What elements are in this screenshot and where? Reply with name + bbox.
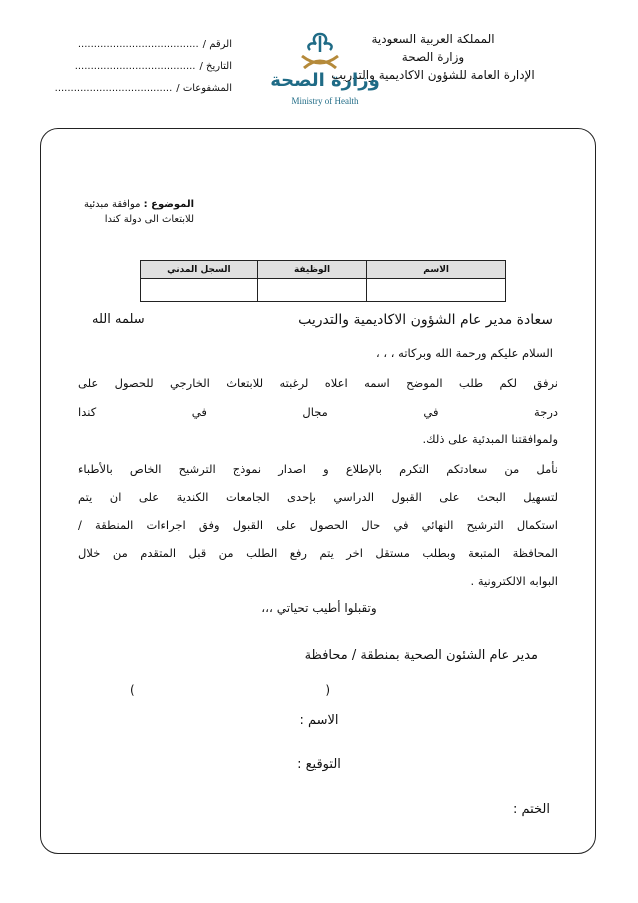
cell-civil-id[interactable] [141, 279, 258, 302]
manager-title: مدير عام الشئون الصحية بمنطقة / محافظة [304, 648, 538, 663]
reference-dots: ...................................... [77, 39, 199, 50]
cell-name[interactable] [367, 279, 506, 302]
body-line-8: البوابه الالكترونية . [470, 574, 558, 588]
name-label: الاسم : [299, 713, 339, 728]
body-line-4: نأمل من سعادتكم التكرم بالإطلاع و اصدار نموذج الترشيح الخاص بالأطباء [78, 462, 558, 476]
reference-number-field [52, 34, 232, 56]
body-line-6: استكمال الترشيح النهائي في حال الحصول على القبول وفق اجراءات المنطقة / [78, 518, 558, 532]
subject-value: موافقة مبدئية [84, 199, 141, 210]
body-line-7: المحافظة المتبعة وبطلب مستقل اخر يتم رفع الطلب من قبل المتقدم من خلال [78, 546, 558, 560]
table-header-row [141, 261, 506, 279]
logo-english-text: Ministry of Health [291, 96, 359, 106]
applicant-table [140, 260, 506, 302]
seal-label: الختم : [512, 802, 550, 817]
logo-arabic-text: وزارة الصحة [270, 70, 380, 91]
body-line-1: نرفق لكم طلب الموضح اسمه اعلاه لرغبته للابتعاث الخارجي للحصول على [78, 376, 558, 390]
attachments-field [52, 78, 232, 100]
body-line-2: درجة في مجال في كندا [78, 405, 558, 419]
greeting: السلام عليكم ورحمة الله وبركاته ، ، ، [376, 346, 553, 360]
cell-position[interactable] [257, 279, 367, 302]
department-name: الإدارة العامة للشؤون الاكاديمية والتدريب [331, 68, 535, 82]
closing-line: وتقبلوا أطيب تحياتي ،،، [261, 601, 377, 615]
date-label: التاريخ / [199, 61, 232, 72]
ministry-name: وزارة الصحة [401, 50, 465, 64]
body-line-3: ولموافقتنا المبدئية على ذلك. [422, 432, 558, 446]
signature-label: التوقيع : [297, 757, 341, 772]
region-parentheses [130, 683, 330, 697]
kingdom-name: المملكة العربية السعودية [371, 32, 495, 46]
salutation-blessing: سلمه الله [92, 312, 145, 327]
column-header-name: الاسم [367, 261, 506, 279]
date-field [52, 56, 232, 78]
reference-label: الرقم / [202, 39, 232, 50]
column-header-position: الوظيفة [257, 261, 367, 279]
body-line-5: لتسهيل البحث على القبول الدراسي بإحدى الجامعات الكندية على ان يتم [78, 490, 558, 504]
paren-open: ( [130, 683, 135, 697]
subject-line2: للابتعاث الى دولة كندا [104, 214, 195, 225]
column-header-civil-id: السجل المدني [141, 261, 258, 279]
salutation-title: سعادة مدير عام الشؤون الاكاديمية والتدريب [298, 312, 553, 328]
ministry-logo-icon [290, 30, 350, 72]
date-dots: ...................................... [74, 61, 196, 72]
letterhead-fields [52, 34, 232, 100]
table-row [141, 279, 506, 302]
subject-block [84, 197, 194, 227]
paren-close: ) [325, 683, 330, 697]
subject-label: الموضوع : [143, 199, 195, 210]
attachments-dots: ..................................... [54, 83, 173, 94]
attachments-label: المشفوعات / [176, 83, 232, 94]
